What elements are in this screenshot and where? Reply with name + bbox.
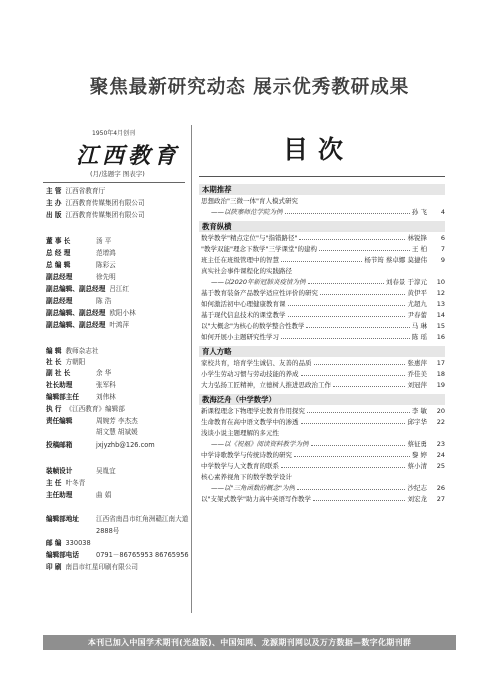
credit-row <box>46 284 129 295</box>
credit-label: 邮 编 <box>46 539 62 547</box>
toc-entry[interactable] <box>199 267 445 277</box>
credit-row <box>46 248 116 259</box>
credit-value: 江西教育传媒集团有限公司 <box>65 199 145 207</box>
dot-leader <box>294 456 410 457</box>
dot-leader <box>281 467 405 468</box>
credit-row <box>46 236 111 247</box>
credit-row <box>46 416 138 427</box>
toc-entry[interactable] <box>199 278 445 288</box>
entry-title: 基于现代信息技术的课堂教学 <box>201 311 286 319</box>
toc-title: 目次 <box>283 135 354 164</box>
credit-value: 吴胤宜 <box>96 467 116 475</box>
credit-value: 周婉芳 李杰杰 <box>96 417 138 425</box>
credit-value: 陈彩云 <box>96 261 116 269</box>
entry-author: 尤超九 <box>407 300 427 308</box>
dot-leader <box>311 445 405 446</box>
toc-title-rule <box>199 176 445 177</box>
entry-author: 沙纪志 <box>407 484 427 492</box>
credit-row <box>46 186 105 197</box>
credit-label: 副 社 长 <box>46 369 71 377</box>
entry-title: 小学生劳动习惯与劳动技能的养成 <box>201 370 299 378</box>
entry-page-number: 17 <box>436 359 445 367</box>
section-header: 育人方略 <box>199 346 445 357</box>
credit-row <box>46 514 188 525</box>
credit-row <box>46 198 145 209</box>
entry-author: 杨节筠 蔡卓娜 莫捷伟 <box>364 256 427 264</box>
credit-label: 副总经理 <box>46 297 73 305</box>
credit-value: 张军科 <box>96 381 116 389</box>
founded-date: 1950年4月创刊 <box>92 130 136 137</box>
credit-row <box>46 526 119 537</box>
entry-title: 大力弘扬工匠精神，立德树人推进思政治工作 <box>201 381 331 389</box>
credit-row <box>46 296 111 307</box>
credit-row <box>46 427 138 438</box>
credit-value: 南昌市红星印刷有限公司 <box>65 563 139 571</box>
credit-row <box>46 404 125 415</box>
dot-leader <box>288 316 405 317</box>
credit-row <box>46 346 98 357</box>
logo-subtitle: (月/选题字 图表字) <box>90 170 145 178</box>
toc-entry[interactable] <box>199 245 445 255</box>
entry-title: 以"大概念"为核心的数学整合性教学 <box>201 322 305 330</box>
credit-row <box>46 260 116 271</box>
entry-title: 核心素养视角下的数学教学设计 <box>201 473 292 481</box>
dot-leader <box>313 500 405 501</box>
credit-label: 社长助理 <box>46 381 73 389</box>
entry-title: 班主任在班级管理中的智慧 <box>201 256 279 264</box>
dot-leader <box>281 338 410 339</box>
dot-leader <box>319 250 410 251</box>
credit-value: 方朝阳 <box>65 358 86 366</box>
credit-value: 江西教育传媒集团有限公司 <box>65 211 145 219</box>
credit-row <box>46 210 145 221</box>
credit-label: 副总编辑、副总经理 <box>46 321 106 329</box>
credit-label: 印 刷 <box>46 563 62 571</box>
toc-entry[interactable] <box>199 440 445 450</box>
entry-page-number: 4 <box>440 208 445 216</box>
credit-label: 装帧设计 <box>46 467 73 475</box>
toc-entry[interactable] <box>199 197 445 207</box>
dot-leader <box>288 305 405 306</box>
entry-author: 孙 飞 <box>411 208 427 216</box>
entry-page-number: 16 <box>436 333 445 341</box>
credit-label: 出 版 <box>46 211 62 219</box>
credit-row <box>46 550 189 561</box>
dot-leader <box>297 489 405 490</box>
entry-page-number: 23 <box>436 440 445 448</box>
credit-value: 欧阳小林 <box>109 309 136 317</box>
credit-label: 编辑部主任 <box>46 393 79 401</box>
entry-author: 王 柏 <box>411 245 427 253</box>
entry-title: 中学数学与人文教育的联系 <box>201 462 279 470</box>
entry-page-number: 12 <box>436 289 445 297</box>
credit-label: 副总编辑、副总经理 <box>46 285 106 293</box>
entry-page-number: 25 <box>436 462 445 470</box>
credit-value: 叶冬青 <box>65 479 86 487</box>
entry-title: 家校共育，培育学生诚信、友善的品质 <box>201 359 312 367</box>
toc-entry[interactable] <box>199 333 445 343</box>
entry-page-number: 6 <box>440 234 445 242</box>
credit-label: 主 办 <box>46 199 62 207</box>
credit-label: 编辑部地址 <box>46 515 79 523</box>
indexing-notice: 本刊已加入中国学术期刊(光盘版)、中国知网、龙源期刊网以及万方数据—数字化期刊群 <box>43 635 456 650</box>
entry-title: 真实社会事件课程化的实践路径 <box>201 267 292 275</box>
section-header: 本期推荐 <box>199 184 445 195</box>
credit-label: 责任编辑 <box>46 417 73 425</box>
toc-entry[interactable] <box>199 407 445 417</box>
entry-title: 生命教育在高中语文教学中的渗透 <box>201 418 299 426</box>
dot-leader <box>299 239 405 240</box>
entry-author: 林锐锋 <box>407 234 427 242</box>
credit-value: 《江西教育》编辑部 <box>65 405 125 413</box>
entry-author: 黎 婷 <box>411 451 427 459</box>
entry-author: 乔佳美 <box>407 370 427 378</box>
toc-entry[interactable] <box>199 370 445 380</box>
credit-row <box>46 308 136 319</box>
credit-label: 编 辑 <box>46 347 62 355</box>
credit-row <box>46 368 111 379</box>
entry-author: 张惠萍 <box>407 359 427 367</box>
credit-label: 总 经 理 <box>46 249 71 257</box>
toc-entry[interactable] <box>199 484 445 494</box>
entry-page-number: 19 <box>436 381 445 389</box>
credit-label: 董 事 长 <box>46 237 71 245</box>
toc-entry[interactable] <box>199 418 445 428</box>
toc-entry[interactable] <box>199 495 445 505</box>
dot-leader <box>308 283 384 284</box>
slogan-banner: 聚焦最新研究动态 展示优秀教研成果 <box>89 77 410 98</box>
entry-title: ——以"三角函数的概念"为例 <box>211 484 295 492</box>
entry-page-number: 15 <box>436 322 445 330</box>
credit-label: 副总经理 <box>46 273 73 281</box>
credit-value: 刘伟林 <box>96 393 116 401</box>
entry-author: 陈 瑶 <box>411 333 427 341</box>
credit-label: 投稿邮箱 <box>46 441 73 449</box>
entry-title: 数学教学"精点定位"与"指错路径" <box>201 234 298 242</box>
entry-author: 蔡小清 <box>407 462 427 470</box>
entry-author: 刘冠萍 <box>407 381 427 389</box>
entry-title: 中学诗歌教学与传统诗教的研究 <box>201 451 292 459</box>
credit-value: jxjyzhb@126.com <box>96 441 155 449</box>
dot-leader <box>281 261 362 262</box>
journal-logo: 江西教育 <box>76 143 181 169</box>
dot-leader <box>333 386 405 387</box>
entry-title: 基于教育装备产品教学适应性评价的研究 <box>201 289 318 297</box>
credit-value: 江西省教育厅 <box>65 187 106 195</box>
toc-entry[interactable] <box>199 451 445 461</box>
credit-row <box>46 272 116 283</box>
toc-entry[interactable] <box>199 429 445 439</box>
section-header: 教海泛舟（中学数学） <box>199 394 445 405</box>
toc-entry[interactable] <box>199 289 445 299</box>
entry-page-number: 24 <box>436 451 445 459</box>
entry-page-number: 13 <box>436 300 445 308</box>
entry-author: 李 敏 <box>411 407 427 415</box>
credit-row <box>46 490 111 501</box>
entry-page-number: 27 <box>436 495 445 503</box>
dot-leader <box>285 213 410 214</box>
credit-label: 主任助理 <box>46 491 73 499</box>
column-divider <box>191 125 192 613</box>
entry-page-number: 7 <box>440 245 445 253</box>
credit-value: 吕江红 <box>109 285 130 293</box>
credit-row <box>46 440 155 451</box>
entry-title: ——以2020年新冠肺炎疫情为例 <box>211 278 306 286</box>
credit-row <box>46 380 116 391</box>
toc-entry[interactable] <box>199 208 445 218</box>
credit-value: 陈 浩 <box>96 297 112 305</box>
entry-title: 思想政治"三微一体"育人模式研究 <box>201 197 298 205</box>
dot-leader <box>306 327 410 328</box>
credit-value: 0791－86765953 86765956 <box>96 551 189 559</box>
credit-row <box>46 466 116 477</box>
dot-leader <box>301 423 405 424</box>
credit-value: 叶鸿萍 <box>109 321 130 329</box>
credit-value: 教师杂志社 <box>65 347 99 355</box>
credit-row <box>46 478 85 489</box>
credit-label: 副总编辑、副总经理 <box>46 309 106 317</box>
entry-page-number: 22 <box>436 418 445 426</box>
toc-entry[interactable] <box>199 473 445 483</box>
credit-value: 江西省南昌市红角洲赣江南大道 <box>96 515 189 523</box>
entry-author: 邱宇华 <box>407 418 427 426</box>
entry-title: ——以《祝福》阅读资料教学为例 <box>211 440 309 448</box>
toc-entry[interactable] <box>199 381 445 391</box>
dot-leader <box>301 375 405 376</box>
entry-page-number: 20 <box>436 407 445 415</box>
entry-author: 刘春景 于淳元 <box>385 278 427 286</box>
credit-row <box>46 538 91 549</box>
dot-leader <box>314 364 405 365</box>
entry-author: 马 琳 <box>411 322 427 330</box>
dot-leader <box>320 294 405 295</box>
toc-entry[interactable] <box>199 322 445 332</box>
entry-author: 黄伊平 <box>407 289 427 297</box>
credit-label: 执 行 <box>46 405 62 413</box>
credit-label: 总 编 辑 <box>46 261 71 269</box>
entry-title: 以"支架式教学"助力高中英语写作教学 <box>201 495 311 503</box>
entry-author: 尹春蕾 <box>407 311 427 319</box>
credit-value: 徐先明 <box>96 273 116 281</box>
credit-value: 2888号 <box>96 527 120 535</box>
entry-title: "教学双能"理念下数学"三学课堂"的建构 <box>201 245 317 253</box>
credit-value: 330038 <box>65 539 91 547</box>
entry-title: 如何激活初中心理健康教育课 <box>201 300 286 308</box>
toc-entry[interactable] <box>199 234 445 244</box>
credit-row <box>46 562 138 573</box>
toc-entry[interactable] <box>199 359 445 369</box>
section-header: 教育纵横 <box>199 221 445 232</box>
credit-value: 汤 平 <box>96 237 112 245</box>
toc-entry[interactable] <box>199 311 445 321</box>
credit-label: 主 任 <box>46 479 62 487</box>
credit-value: 曲 娟 <box>96 491 112 499</box>
entry-author: 刘宏龙 <box>407 495 427 503</box>
entry-title: ——以陕寨师范学院为例 <box>211 208 283 216</box>
credit-value: 胡文慧 胡斌媛 <box>96 428 138 436</box>
credit-row <box>46 320 129 331</box>
credit-label: 主 管 <box>46 187 62 195</box>
credit-row <box>46 392 116 403</box>
toc-entry[interactable] <box>199 256 445 266</box>
entry-page-number: 26 <box>436 484 445 492</box>
credit-value: 范增鸿 <box>96 249 116 257</box>
entry-title: 如何开展小主题研究性学习 <box>201 333 279 341</box>
credit-label: 社 长 <box>46 358 62 366</box>
toc-entry[interactable] <box>199 300 445 310</box>
credit-label: 编辑部电话 <box>46 551 79 559</box>
entry-page-number: 10 <box>436 278 445 286</box>
entry-page-number: 18 <box>436 370 445 378</box>
entry-page-number: 9 <box>440 256 445 264</box>
masthead-divider <box>43 182 185 183</box>
entry-page-number: 14 <box>436 311 445 319</box>
toc-entry[interactable] <box>199 462 445 472</box>
credit-row <box>46 357 85 368</box>
entry-title: 新课程理念下物理学史教育作用探究 <box>201 407 305 415</box>
entry-title: 浅谈小说主题理解的多元性 <box>201 429 279 437</box>
dot-leader <box>307 412 410 413</box>
entry-author: 蔡征勇 <box>407 440 427 448</box>
credit-value: 余 华 <box>96 369 112 377</box>
